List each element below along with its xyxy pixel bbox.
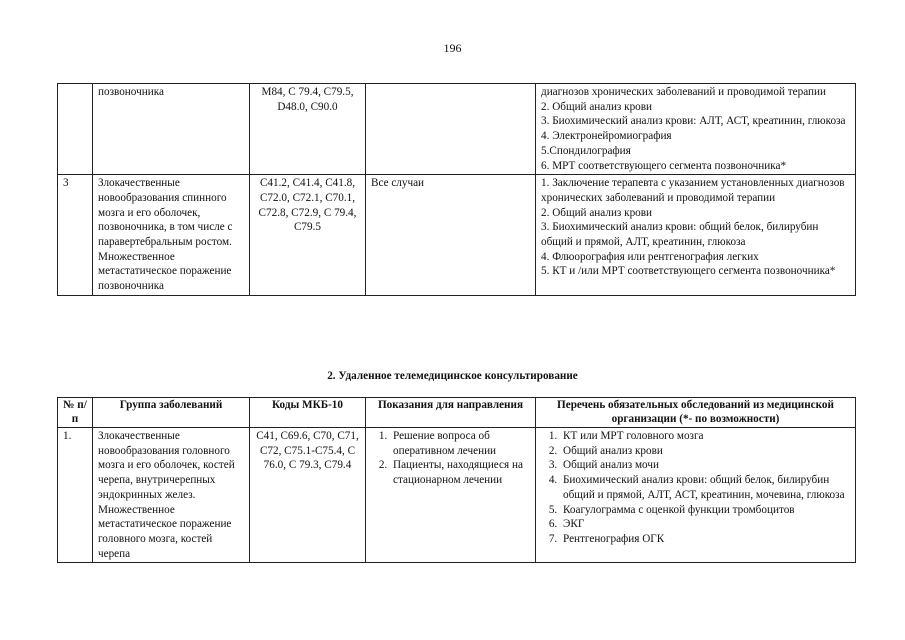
header-exams: Перечень обязательных обследований из медицинской организации (*- по возможности) bbox=[536, 398, 856, 428]
exam-item: 7. Рентгенография ОГК bbox=[560, 532, 850, 547]
table-row bbox=[58, 428, 856, 563]
table-row bbox=[58, 175, 856, 296]
disease-group: позвоночника bbox=[93, 84, 250, 175]
indications: Все случаи bbox=[366, 175, 536, 296]
exam-item: 4. Электронейромиография bbox=[541, 130, 672, 143]
exam-item: 5.Спондилография bbox=[541, 144, 631, 157]
indications bbox=[366, 428, 536, 563]
indication-item: 2. Пациенты, находящиеся на стационарном лечении bbox=[390, 458, 530, 487]
exam-item: 2. Общий анализ крови bbox=[541, 100, 653, 113]
exam-item: 6. МРТ соответствующего сегмента позвоночника* bbox=[541, 159, 787, 172]
icd-codes: C41, C69.6, C70, C71, C72, C75.1-C75.4, C 76.0, C 79.3, C79.4 bbox=[250, 428, 366, 563]
table-row bbox=[58, 84, 856, 175]
exam-item: 1. Заключение терапевта с указанием установленных диагнозов хронических заболеваний и проводимой терапии bbox=[541, 177, 845, 204]
disease-group: Злокачественные новообразования головного мозга и его оболочек, костей черепа, внутричерепных эндокринных желез. Множественное метастатическое поражение головного мозга, костей черепа bbox=[93, 428, 250, 563]
table-header-row bbox=[58, 398, 856, 428]
exam-item: 5. Коагулограмма с оценкой функции тромбоцитов bbox=[560, 503, 850, 518]
icd-codes: C41.2, C41.4, C41.8, C72.0, C72.1, C70.1, C72.8, C72.9, C 79.4, C79.5 bbox=[250, 175, 366, 296]
exam-item: 4. Биохимический анализ крови: общий белок, билирубин общий и прямой, АЛТ, АСТ, креатинин, мочевина, глюкоза bbox=[560, 473, 850, 502]
row-number: 3 bbox=[58, 175, 93, 296]
row-number bbox=[58, 84, 93, 175]
exam-item: 3. Биохимический анализ крови: АЛТ, АСТ, креатинин, глюкоза bbox=[541, 115, 846, 128]
exam-item: 1. КТ или МРТ головного мозга bbox=[560, 429, 850, 444]
header-codes: Коды МКБ-10 bbox=[250, 398, 366, 428]
header-group: Группа заболеваний bbox=[93, 398, 250, 428]
telemedicine-table bbox=[57, 397, 856, 563]
exam-item: 3. Биохимический анализ крови: общий белок, билирубин общий и прямой, АЛТ, креатинин, глюкоза bbox=[541, 221, 819, 249]
page-number: 196 bbox=[443, 41, 462, 55]
exam-list bbox=[536, 175, 856, 296]
header-num: № п/п bbox=[58, 398, 93, 428]
row-number: 1. bbox=[58, 428, 93, 563]
exam-item: 3. Общий анализ мочи bbox=[560, 458, 850, 473]
exam-list bbox=[536, 84, 856, 175]
exam-item: диагнозов хронических заболеваний и проводимой терапии bbox=[541, 86, 826, 98]
table-continued bbox=[57, 83, 856, 296]
exam-item: 2. Общий анализ крови bbox=[541, 206, 653, 219]
indication-item: 1. Решение вопроса об оперативном лечении bbox=[390, 429, 530, 458]
icd-codes: M84, C 79.4, C79.5, D48.0, C90.0 bbox=[250, 84, 366, 175]
indications bbox=[366, 84, 536, 175]
exam-item: 4. Флюорография или рентгенография легких bbox=[541, 250, 759, 263]
section-title: 2. Удаленное телемедицинское консультирование bbox=[327, 370, 578, 382]
header-indications: Показания для направления bbox=[366, 398, 536, 428]
disease-group: Злокачественные новообразования спинного мозга и его оболочек, позвоночника, в том числе с паравертебральным ростом. Множественное метастатическое поражение позвоночника bbox=[93, 175, 250, 296]
exam-item: 6. ЭКГ bbox=[560, 517, 850, 532]
exam-list bbox=[536, 428, 856, 563]
exam-item: 5. КТ и /или МРТ соответствующего сегмента позвоночника* bbox=[541, 265, 836, 278]
exam-item: 2. Общий анализ крови bbox=[560, 444, 850, 459]
